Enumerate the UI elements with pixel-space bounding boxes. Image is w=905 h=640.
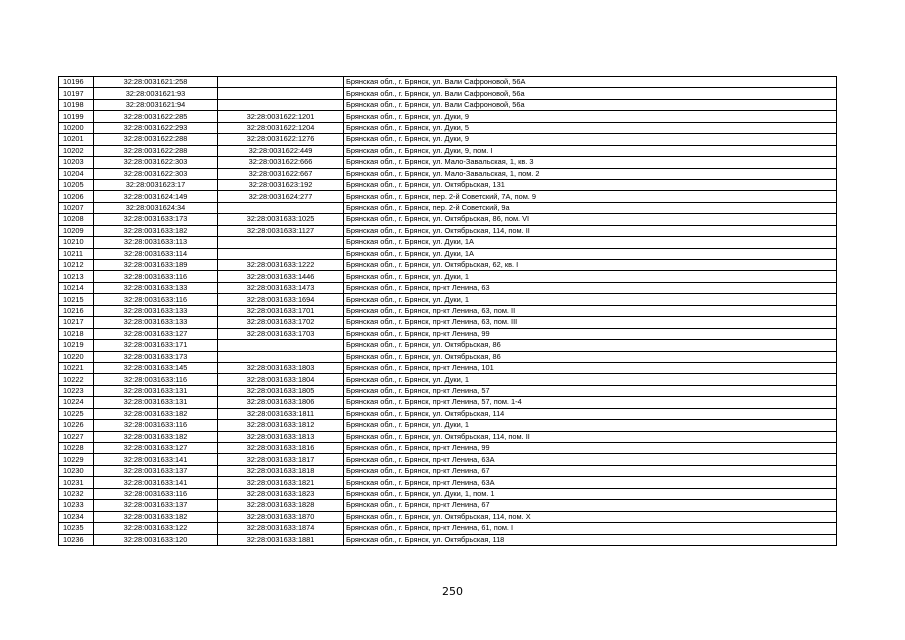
row-number-cell: 10202 [59, 145, 94, 156]
address-cell: Брянская обл., г. Брянск, ул. Дуки, 1 [344, 271, 837, 282]
land-plot-cadastral-cell: 32:28:0031624:34 [94, 202, 218, 213]
table-row [59, 465, 837, 476]
address-cell: Брянская обл., г. Брянск, пр-кт Ленина, 63, пом. III [344, 317, 837, 328]
table-row [59, 340, 837, 351]
land-plot-cadastral-cell: 32:28:0031633:145 [94, 362, 218, 373]
table-row [59, 374, 837, 385]
address-cell: Брянская обл., г. Брянск, ул. Мало-Завальская, 1, кв. 3 [344, 157, 837, 168]
land-plot-cadastral-cell: 32:28:0031633:141 [94, 477, 218, 488]
table-row [59, 271, 837, 282]
land-plot-cadastral-cell: 32:28:0031622:303 [94, 157, 218, 168]
address-cell: Брянская обл., г. Брянск, пр-кт Ленина, 63, пом. II [344, 305, 837, 316]
table-row [59, 454, 837, 465]
object-cadastral-cell [218, 77, 344, 88]
table-row [59, 488, 837, 499]
table-row [59, 397, 837, 408]
row-number-cell: 10213 [59, 271, 94, 282]
address-cell: Брянская обл., г. Брянск, ул. Дуки, 1, пом. 1 [344, 488, 837, 499]
address-cell: Брянская обл., г. Брянск, пр-кт Ленина, 63А [344, 477, 837, 488]
row-number-cell: 10231 [59, 477, 94, 488]
object-cadastral-cell: 32:28:0031622:1276 [218, 134, 344, 145]
address-cell: Брянская обл., г. Брянск, пр-кт Ленина, 99 [344, 328, 837, 339]
object-cadastral-cell: 32:28:0031633:1874 [218, 523, 344, 534]
row-number-cell: 10235 [59, 523, 94, 534]
land-plot-cadastral-cell: 32:28:0031633:189 [94, 260, 218, 271]
land-plot-cadastral-cell: 32:28:0031621:93 [94, 88, 218, 99]
table-row [59, 523, 837, 534]
object-cadastral-cell: 32:28:0031633:1127 [218, 225, 344, 236]
address-cell: Брянская обл., г. Брянск, ул. Октябрьская, 114, пом. X [344, 511, 837, 522]
property-registry-table [58, 76, 837, 546]
land-plot-cadastral-cell: 32:28:0031622:293 [94, 122, 218, 133]
address-cell: Брянская обл., г. Брянск, ул. Октябрьская, 86 [344, 351, 837, 362]
object-cadastral-cell: 32:28:0031622:666 [218, 157, 344, 168]
land-plot-cadastral-cell: 32:28:0031621:258 [94, 77, 218, 88]
land-plot-cadastral-cell: 32:28:0031633:116 [94, 271, 218, 282]
object-cadastral-cell: 32:28:0031633:1446 [218, 271, 344, 282]
land-plot-cadastral-cell: 32:28:0031633:137 [94, 465, 218, 476]
row-number-cell: 10203 [59, 157, 94, 168]
row-number-cell: 10204 [59, 168, 94, 179]
object-cadastral-cell: 32:28:0031633:1803 [218, 362, 344, 373]
address-cell: Брянская обл., г. Брянск, пер. 2-й Советский, 9а [344, 202, 837, 213]
land-plot-cadastral-cell: 32:28:0031633:173 [94, 214, 218, 225]
address-cell: Брянская обл., г. Брянск, ул. Октябрьская, 62, кв. I [344, 260, 837, 271]
table-row [59, 122, 837, 133]
land-plot-cadastral-cell: 32:28:0031633:113 [94, 237, 218, 248]
table-row [59, 317, 837, 328]
table-row [59, 145, 837, 156]
object-cadastral-cell: 32:28:0031633:1812 [218, 420, 344, 431]
address-cell: Брянская обл., г. Брянск, ул. Дуки, 1А [344, 237, 837, 248]
object-cadastral-cell [218, 351, 344, 362]
table-row [59, 179, 837, 190]
object-cadastral-cell: 32:28:0031622:667 [218, 168, 344, 179]
row-number-cell: 10216 [59, 305, 94, 316]
row-number-cell: 10207 [59, 202, 94, 213]
land-plot-cadastral-cell: 32:28:0031633:116 [94, 374, 218, 385]
row-number-cell: 10225 [59, 408, 94, 419]
address-cell: Брянская обл., г. Брянск, пр-кт Ленина, 61, пом. I [344, 523, 837, 534]
table-row [59, 191, 837, 202]
address-cell: Брянская обл., г. Брянск, ул. Дуки, 9, пом. I [344, 145, 837, 156]
object-cadastral-cell [218, 202, 344, 213]
row-number-cell: 10219 [59, 340, 94, 351]
address-cell: Брянская обл., г. Брянск, ул. Октябрьская, 118 [344, 534, 837, 545]
row-number-cell: 10211 [59, 248, 94, 259]
land-plot-cadastral-cell: 32:28:0031633:141 [94, 454, 218, 465]
row-number-cell: 10233 [59, 500, 94, 511]
row-number-cell: 10232 [59, 488, 94, 499]
address-cell: Брянская обл., г. Брянск, ул. Дуки, 1 [344, 420, 837, 431]
land-plot-cadastral-cell: 32:28:0031633:182 [94, 408, 218, 419]
row-number-cell: 10214 [59, 282, 94, 293]
table-row [59, 88, 837, 99]
address-cell: Брянская обл., г. Брянск, пр-кт Ленина, 101 [344, 362, 837, 373]
object-cadastral-cell: 32:28:0031624:277 [218, 191, 344, 202]
table-row [59, 351, 837, 362]
address-cell: Брянская обл., г. Брянск, пр-кт Ленина, 57, пом. 1-4 [344, 397, 837, 408]
table-row [59, 157, 837, 168]
row-number-cell: 10228 [59, 443, 94, 454]
table-row [59, 99, 837, 110]
land-plot-cadastral-cell: 32:28:0031633:127 [94, 443, 218, 454]
object-cadastral-cell [218, 237, 344, 248]
object-cadastral-cell: 32:28:0031633:1702 [218, 317, 344, 328]
address-cell: Брянская обл., г. Брянск, пр-кт Ленина, 63А [344, 454, 837, 465]
object-cadastral-cell: 32:28:0031622:449 [218, 145, 344, 156]
table-row [59, 534, 837, 545]
table-row [59, 77, 837, 88]
land-plot-cadastral-cell: 32:28:0031633:133 [94, 317, 218, 328]
row-number-cell: 10197 [59, 88, 94, 99]
object-cadastral-cell: 32:28:0031633:1025 [218, 214, 344, 225]
object-cadastral-cell [218, 99, 344, 110]
table-row [59, 500, 837, 511]
land-plot-cadastral-cell: 32:28:0031633:116 [94, 488, 218, 499]
table-row [59, 385, 837, 396]
row-number-cell: 10229 [59, 454, 94, 465]
table-row [59, 214, 837, 225]
object-cadastral-cell: 32:28:0031623:192 [218, 179, 344, 190]
land-plot-cadastral-cell: 32:28:0031633:116 [94, 294, 218, 305]
row-number-cell: 10205 [59, 179, 94, 190]
address-cell: Брянская обл., г. Брянск, ул. Октябрьская, 86, пом. VI [344, 214, 837, 225]
object-cadastral-cell: 32:28:0031633:1816 [218, 443, 344, 454]
object-cadastral-cell: 32:28:0031633:1222 [218, 260, 344, 271]
row-number-cell: 10198 [59, 99, 94, 110]
table-row [59, 282, 837, 293]
table-row [59, 225, 837, 236]
object-cadastral-cell: 32:28:0031633:1881 [218, 534, 344, 545]
address-cell: Брянская обл., г. Брянск, пр-кт Ленина, 63 [344, 282, 837, 293]
address-cell: Брянская обл., г. Брянск, ул. Дуки, 5 [344, 122, 837, 133]
object-cadastral-cell: 32:28:0031633:1813 [218, 431, 344, 442]
table-row [59, 477, 837, 488]
row-number-cell: 10212 [59, 260, 94, 271]
address-cell: Брянская обл., г. Брянск, ул. Мало-Завальская, 1, пом. 2 [344, 168, 837, 179]
land-plot-cadastral-cell: 32:28:0031633:173 [94, 351, 218, 362]
table-row [59, 511, 837, 522]
row-number-cell: 10199 [59, 111, 94, 122]
address-cell: Брянская обл., г. Брянск, пер. 2-й Советский, 7А, пом. 9 [344, 191, 837, 202]
row-number-cell: 10208 [59, 214, 94, 225]
land-plot-cadastral-cell: 32:28:0031633:171 [94, 340, 218, 351]
object-cadastral-cell: 32:28:0031622:1204 [218, 122, 344, 133]
row-number-cell: 10206 [59, 191, 94, 202]
address-cell: Брянская обл., г. Брянск, ул. Дуки, 9 [344, 111, 837, 122]
address-cell: Брянская обл., г. Брянск, пр-кт Ленина, 67 [344, 465, 837, 476]
row-number-cell: 10220 [59, 351, 94, 362]
address-cell: Брянская обл., г. Брянск, ул. Вали Сафроновой, 56а [344, 88, 837, 99]
row-number-cell: 10221 [59, 362, 94, 373]
row-number-cell: 10218 [59, 328, 94, 339]
object-cadastral-cell [218, 88, 344, 99]
row-number-cell: 10222 [59, 374, 94, 385]
object-cadastral-cell: 32:28:0031633:1806 [218, 397, 344, 408]
land-plot-cadastral-cell: 32:28:0031633:127 [94, 328, 218, 339]
object-cadastral-cell [218, 248, 344, 259]
row-number-cell: 10210 [59, 237, 94, 248]
row-number-cell: 10226 [59, 420, 94, 431]
row-number-cell: 10201 [59, 134, 94, 145]
address-cell: Брянская обл., г. Брянск, пр-кт Ленина, 67 [344, 500, 837, 511]
object-cadastral-cell: 32:28:0031633:1694 [218, 294, 344, 305]
table-row [59, 260, 837, 271]
object-cadastral-cell: 32:28:0031633:1870 [218, 511, 344, 522]
registry-table-body [59, 77, 837, 546]
table-row [59, 202, 837, 213]
object-cadastral-cell: 32:28:0031633:1821 [218, 477, 344, 488]
land-plot-cadastral-cell: 32:28:0031633:116 [94, 420, 218, 431]
object-cadastral-cell: 32:28:0031622:1201 [218, 111, 344, 122]
address-cell: Брянская обл., г. Брянск, ул. Дуки, 1 [344, 294, 837, 305]
land-plot-cadastral-cell: 32:28:0031622:303 [94, 168, 218, 179]
address-cell: Брянская обл., г. Брянск, ул. Дуки, 9 [344, 134, 837, 145]
object-cadastral-cell: 32:28:0031633:1818 [218, 465, 344, 476]
land-plot-cadastral-cell: 32:28:0031621:94 [94, 99, 218, 110]
table-row [59, 408, 837, 419]
address-cell: Брянская обл., г. Брянск, ул. Дуки, 1 [344, 374, 837, 385]
address-cell: Брянская обл., г. Брянск, пр-кт Ленина, 57 [344, 385, 837, 396]
land-plot-cadastral-cell: 32:28:0031633:133 [94, 282, 218, 293]
land-plot-cadastral-cell: 32:28:0031633:182 [94, 511, 218, 522]
row-number-cell: 10217 [59, 317, 94, 328]
object-cadastral-cell: 32:28:0031633:1817 [218, 454, 344, 465]
land-plot-cadastral-cell: 32:28:0031622:288 [94, 145, 218, 156]
object-cadastral-cell: 32:28:0031633:1805 [218, 385, 344, 396]
land-plot-cadastral-cell: 32:28:0031622:288 [94, 134, 218, 145]
table-row [59, 134, 837, 145]
row-number-cell: 10234 [59, 511, 94, 522]
land-plot-cadastral-cell: 32:28:0031624:149 [94, 191, 218, 202]
row-number-cell: 10230 [59, 465, 94, 476]
address-cell: Брянская обл., г. Брянск, ул. Октябрьская, 114, пом. II [344, 431, 837, 442]
land-plot-cadastral-cell: 32:28:0031633:182 [94, 225, 218, 236]
land-plot-cadastral-cell: 32:28:0031633:133 [94, 305, 218, 316]
object-cadastral-cell [218, 340, 344, 351]
table-row [59, 168, 837, 179]
object-cadastral-cell: 32:28:0031633:1811 [218, 408, 344, 419]
land-plot-cadastral-cell: 32:28:0031633:182 [94, 431, 218, 442]
address-cell: Брянская обл., г. Брянск, ул. Вали Сафроновой, 56а [344, 99, 837, 110]
land-plot-cadastral-cell: 32:28:0031633:131 [94, 385, 218, 396]
land-plot-cadastral-cell: 32:28:0031623:17 [94, 179, 218, 190]
land-plot-cadastral-cell: 32:28:0031633:122 [94, 523, 218, 534]
object-cadastral-cell: 32:28:0031633:1701 [218, 305, 344, 316]
table-row [59, 248, 837, 259]
address-cell: Брянская обл., г. Брянск, ул. Октябрьская, 86 [344, 340, 837, 351]
row-number-cell: 10209 [59, 225, 94, 236]
table-row [59, 420, 837, 431]
row-number-cell: 10223 [59, 385, 94, 396]
table-row [59, 305, 837, 316]
table-row [59, 294, 837, 305]
address-cell: Брянская обл., г. Брянск, пр-кт Ленина, 99 [344, 443, 837, 454]
row-number-cell: 10236 [59, 534, 94, 545]
table-row [59, 237, 837, 248]
address-cell: Брянская обл., г. Брянск, ул. Дуки, 1А [344, 248, 837, 259]
address-cell: Брянская обл., г. Брянск, ул. Вали Сафроновой, 56А [344, 77, 837, 88]
object-cadastral-cell: 32:28:0031633:1804 [218, 374, 344, 385]
row-number-cell: 10200 [59, 122, 94, 133]
land-plot-cadastral-cell: 32:28:0031622:285 [94, 111, 218, 122]
object-cadastral-cell: 32:28:0031633:1823 [218, 488, 344, 499]
address-cell: Брянская обл., г. Брянск, ул. Октябрьская, 114 [344, 408, 837, 419]
row-number-cell: 10196 [59, 77, 94, 88]
row-number-cell: 10215 [59, 294, 94, 305]
land-plot-cadastral-cell: 32:28:0031633:120 [94, 534, 218, 545]
address-cell: Брянская обл., г. Брянск, ул. Октябрьская, 131 [344, 179, 837, 190]
land-plot-cadastral-cell: 32:28:0031633:114 [94, 248, 218, 259]
table-row [59, 431, 837, 442]
object-cadastral-cell: 32:28:0031633:1828 [218, 500, 344, 511]
object-cadastral-cell: 32:28:0031633:1703 [218, 328, 344, 339]
page-number: 250 [442, 585, 463, 598]
row-number-cell: 10224 [59, 397, 94, 408]
table-row [59, 362, 837, 373]
table-row [59, 443, 837, 454]
land-plot-cadastral-cell: 32:28:0031633:131 [94, 397, 218, 408]
table-row [59, 111, 837, 122]
table-row [59, 328, 837, 339]
land-plot-cadastral-cell: 32:28:0031633:137 [94, 500, 218, 511]
object-cadastral-cell: 32:28:0031633:1473 [218, 282, 344, 293]
address-cell: Брянская обл., г. Брянск, ул. Октябрьская, 114, пом. II [344, 225, 837, 236]
row-number-cell: 10227 [59, 431, 94, 442]
